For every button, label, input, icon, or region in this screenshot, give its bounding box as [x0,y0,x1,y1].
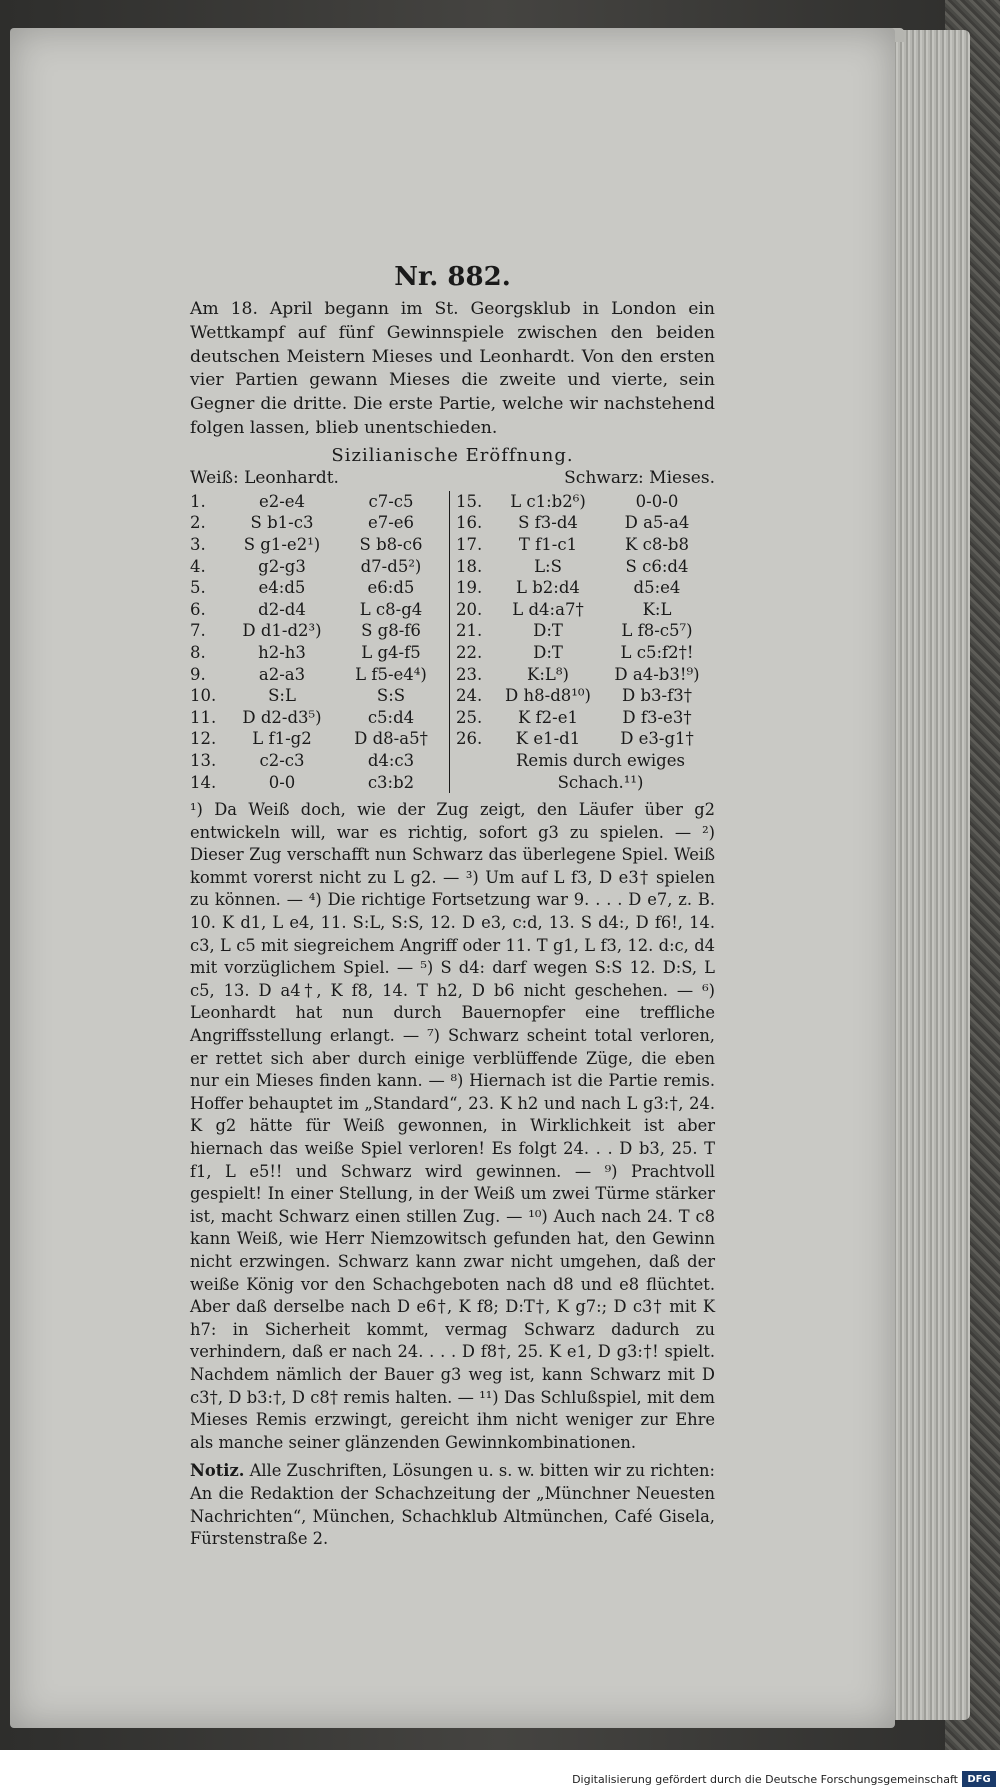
white-move: K:L⁸) [527,664,569,684]
white-move: L f1-g2 [252,729,312,749]
black-move: L c8-g4 [359,599,423,619]
black-move: D f3-e3† [622,707,692,727]
move-number: 7. [190,621,206,641]
move-row [190,512,449,534]
white-move: D:T [533,642,563,662]
white-move: d2-d4 [258,599,306,619]
white-move: L c1:b2⁶) [510,491,586,511]
move-number: 17. [456,534,483,554]
footer-credit: Digitalisierung gefördert durch die Deutsche Forschungsgemeinschaft [572,1773,958,1786]
black-move: L c5:f2†! [620,642,694,662]
black-move: D b3-f3† [622,686,692,706]
move-number: 13. [190,750,217,770]
black-move: e6:d5 [367,578,415,598]
notice-label: Notiz. [190,1461,245,1481]
move-number: 21. [456,621,483,641]
black-move: L f8-c5⁷) [621,621,693,641]
move-row [190,685,449,707]
move-number: 14. [190,772,217,792]
white-move: K e1-d1 [515,729,581,749]
black-move: d4:c3 [367,750,415,770]
move-number: 11. [190,707,217,727]
black-move: 0-0-0 [635,491,679,511]
white-move: e4:d5 [258,578,306,598]
move-number: 15. [456,491,483,511]
white-move: S:L [268,686,296,706]
move-row [456,707,715,729]
move-row [190,620,449,642]
move-number: 18. [456,556,483,576]
move-number: 22. [456,642,483,662]
move-row [190,642,449,664]
black-move: d5:e4 [633,578,681,598]
move-row [190,491,449,513]
move-number: 5. [190,578,206,598]
black-move: d7-d5²) [360,556,422,576]
white-move: 0-0 [268,772,296,792]
moves-column-left [190,491,449,793]
move-number: 26. [456,729,483,749]
move-row [456,685,715,707]
notice [190,1460,715,1550]
opening-title: Sizilianische Eröffnung. [331,444,574,466]
black-move: K c8-b8 [625,534,689,554]
move-row [190,707,449,729]
move-row [456,728,715,750]
move-number: 10. [190,686,217,706]
move-number: 23. [456,664,483,684]
remis-text: Schach.¹¹) [557,772,644,792]
black-move: D a4-b3!⁹) [614,664,700,684]
dfg-logo: DFG [962,1771,996,1787]
white-move: h2-h3 [258,642,306,662]
move-row [456,491,715,513]
move-row [190,556,449,578]
move-row [456,599,715,621]
move-number: 2. [190,513,206,533]
moves-column-right [449,491,715,793]
white-move: L d4:a7† [512,599,584,619]
remis-text: Remis durch ewiges [516,750,685,770]
black-move: c5:d4 [367,707,415,727]
black-move: K:L [642,599,672,619]
white-move: D h8-d8¹⁰) [505,686,591,706]
move-row [190,534,449,556]
move-row [456,577,715,599]
black-move: L g4-f5 [361,642,421,662]
white-move: S g1-e2¹) [243,534,321,554]
move-row [190,728,449,750]
white-move: K f2-e1 [517,707,578,727]
move-row [456,534,715,556]
move-number: 9. [190,664,206,684]
intro-paragraph: Am 18. April begann im St. Georgsklub in London ein Wettkampf auf fünf Gewinnspiele zwischen den beiden deutschen Meistern Mieses und Leonhardt. Von den ersten vier Partien gewann Mieses die zweite und vierte, sein Gegner die dritte. Die erste Partie, welche wir nachstehend folgen lassen, blieb unentschieden. [190,299,715,438]
white-move: g2-g3 [258,556,306,576]
black-move: S g8-f6 [361,621,421,641]
white-player: Weiß: Leonhardt. [190,467,339,488]
black-move: S c6:d4 [625,556,689,576]
white-move: c2-c3 [259,750,305,770]
move-number: 12. [190,729,217,749]
black-move: S b8-c6 [359,534,423,554]
move-row [456,512,715,534]
black-move: L f5-e4⁴) [355,664,427,684]
move-row [456,642,715,664]
move-row [456,620,715,642]
white-move: S b1-c3 [250,513,314,533]
move-number: 19. [456,578,483,598]
black-move: c7-c5 [368,491,414,511]
move-number: 20. [456,599,483,619]
players-line [190,467,715,489]
move-row [190,599,449,621]
move-row [190,750,449,772]
page-content [190,262,715,1551]
black-move: D d8-a5† [354,729,428,749]
white-move: D:T [533,621,563,641]
annotations: ¹) Da Weiß doch, wie der Zug zeigt, den Läufer über g2 entwickeln will, war es richtig, sofort g3 zu spielen. — ²) Dieser Zug verschafft nun Schwarz das überlegene Spiel. Weiß kommt vorerst nicht zu L g2. — ³) Um auf L f3, D e3† spielen zu können. — ⁴) Die richtige Fortsetzung war 9. . . . D e7, z. B. 10. K d1, L e4, 11. S:L, S:S, 12. D e3, c:d, 13. S d4:, D f6!, 14. c3, L c5 mit siegreichem Angriff oder 11. T g1, L f3, 12. d:c, d4 mit vorzüglichem Spiel. — ⁵) S d4: darf wegen S:S 12. D:S, L c5, 13. D a4†, K f8, 14. T h2, D b6 nicht geschehen. — ⁶) Leonhardt hat nun durch Bauernopfer eine treffliche Angriffsstellung erlangt. — ⁷) Schwarz scheint total verloren, er rettet sich aber durch einige verblüffende Züge, die eben nur ein Mieses finden kann. — ⁸) Hiernach ist die Partie remis. Hoffer behauptet im „Standard“, 23. K h2 und nach L g3:†, 24. K g2 hätte für Weiß gewonnen, in Wirklichkeit ist aber hiernach das weiße Spiel verloren! Es folgt 24. . . D b3, 25. T f1, L e5!! und Schwarz wird gewinnen. — ⁹) Prachtvoll gespielt! In einer Stellung, in der Weiß um zwei Türme stärker ist, macht Schwarz einen stillen Zug. — ¹⁰) Auch nach 24. T c8 kann Weiß, wie Herr Niemzowitsch gefunden hat, den Gewinn nicht erzwingen. Schwarz kann zwar nicht umgehen, daß der weiße König vor den Schachgeboten nach d8 und e8 flüchtet. Aber daß derselbe nach D e6†, K f8; D:T†, K g7:; D c3† mit K h7: in Sicherheit kommt, vermag Schwarz dadurch zu verhindern, daß er nach 24. . . . D f8†, 25. K e1, D g3:†! spielt. Nachdem nämlich der Bauer g3 weg ist, kann Schwarz mit D c3†, D b3:†, D c8† remis halten. — ¹¹) Das Schlußspiel, mit dem Mieses Remis erzwingt, gereicht ihm nicht weniger zur Ehre als manche seiner glänzenden Gewinnkombinationen. [190,800,715,1452]
move-number: 1. [190,491,206,511]
notice-text: Alle Zuschriften, Lösungen u. s. w. bitten wir zu richten: An die Redaktion der Schachzeitung der „Münchner Neuesten Nachrichten“, München, Schachklub Altmünchen, Café Gisela, Fürstenstraße 2. [190,1461,715,1549]
move-row [456,664,715,686]
white-move: a2-a3 [258,664,306,684]
move-row [190,664,449,686]
white-move: L:S [534,556,562,576]
move-row [456,556,715,578]
moves-table [190,491,715,793]
black-player: Schwarz: Mieses. [564,467,715,488]
move-row [190,577,449,599]
move-number: 25. [456,707,483,727]
move-row [190,772,449,794]
white-move: e2-e4 [258,491,306,511]
move-number: 6. [190,599,206,619]
black-move: D a5-a4 [624,513,690,533]
black-move: S:S [376,686,406,706]
move-number: 4. [190,556,206,576]
white-move: S f3-d4 [518,513,578,533]
black-move: D e3-g1† [620,729,694,749]
move-number: 16. [456,513,483,533]
move-number: 3. [190,534,206,554]
white-move: D d1-d2³) [242,621,322,641]
white-move: L b2:d4 [516,578,580,598]
black-move: c3:b2 [367,772,415,792]
move-number: 24. [456,686,483,706]
white-move: T f1-c1 [518,534,578,554]
white-move: D d2-d3⁵) [242,707,322,727]
black-move: e7-e6 [367,513,415,533]
problem-heading: Nr. 882. [394,262,511,292]
move-number: 8. [190,642,206,662]
